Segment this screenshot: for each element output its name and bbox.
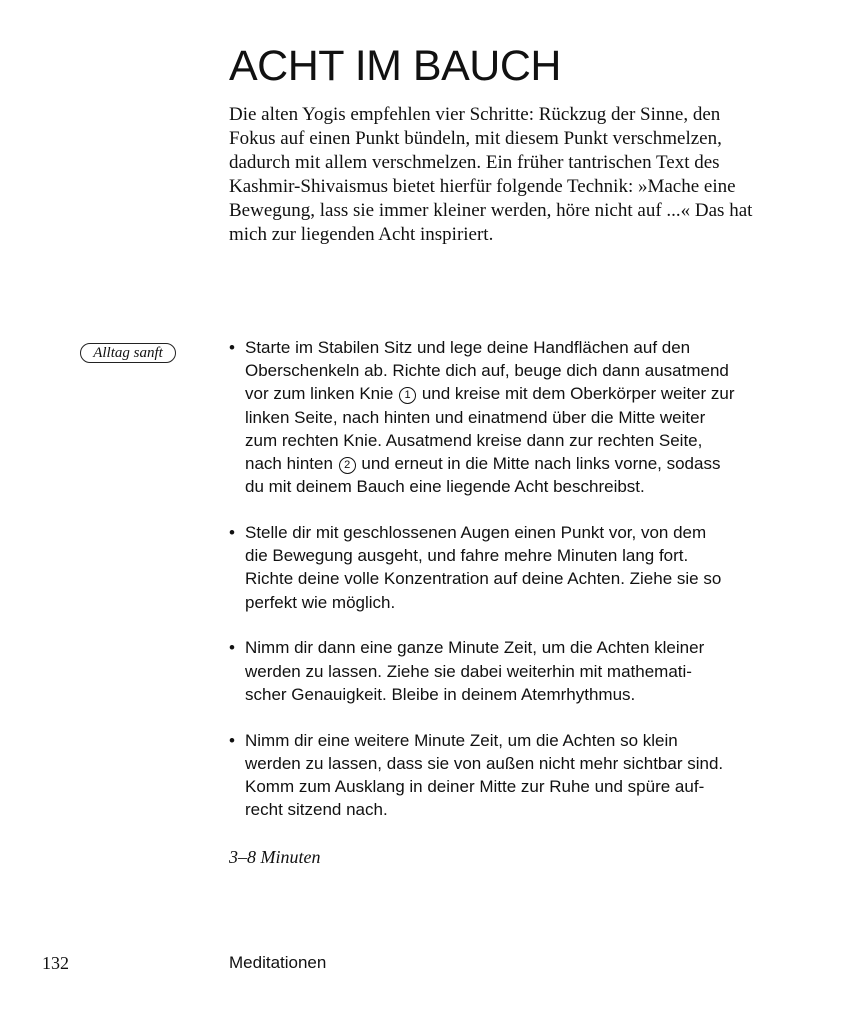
- step-line: du mit deinem Bauch eine liegende Acht beschreibst.: [245, 477, 645, 497]
- step-line: linken Seite, nach hinten und einatmend über die Mitte weiter: [245, 407, 706, 427]
- difficulty-tag: Alltag sanft: [80, 343, 176, 363]
- instruction-step: [229, 336, 789, 498]
- duration-label: 3–8 Minuten: [229, 847, 321, 867]
- step-line: zum rechten Knie. Ausatmend kreise dann zur rechten Seite,: [245, 430, 703, 450]
- intro-paragraph: [229, 103, 759, 247]
- step-line: [245, 452, 789, 475]
- page-title: ACHT IM BAUCH: [229, 42, 561, 90]
- step-marker-2: 2: [339, 457, 356, 474]
- instruction-list: [229, 336, 789, 844]
- step-line: Nimm dir dann eine ganze Minute Zeit, um die Achten kleiner: [245, 638, 705, 658]
- intro-line: Die alten Yogis empfehlen vier Schritte: Rückzug der Sinne, den: [229, 104, 721, 125]
- step-line: perfekt wie möglich.: [245, 592, 396, 612]
- step-line: recht sitzend nach.: [245, 800, 388, 820]
- step-line: Stelle dir mit geschlossenen Augen einen Punkt vor, von dem: [245, 523, 707, 543]
- instruction-step: [229, 521, 789, 614]
- bullet-point: •: [229, 638, 235, 658]
- footer-section-title: Meditationen: [229, 953, 327, 972]
- step-line: werden zu lassen. Ziehe sie dabei weiterhin mit mathemati-: [245, 661, 692, 681]
- step-line: scher Genauigkeit. Bleibe in deinem Atemrhythmus.: [245, 684, 636, 704]
- step-text: und kreise mit dem Oberkörper weiter zur: [421, 384, 735, 404]
- step-line: Richte deine volle Konzentration auf deine Achten. Ziehe sie so: [245, 569, 722, 589]
- step-marker-1: 1: [399, 387, 416, 404]
- step-line: Starte im Stabilen Sitz und lege deine Handflächen auf den: [245, 338, 691, 357]
- intro-line: Bewegung, lass sie immer kleiner werden, höre nicht auf ...« Das hat: [229, 200, 753, 221]
- bullet-point: •: [229, 338, 235, 357]
- instruction-step: [229, 636, 789, 706]
- step-text: und erneut in die Mitte nach links vorne, sodass: [361, 454, 721, 474]
- page-number: 132: [42, 953, 69, 973]
- step-line: [245, 382, 789, 405]
- step-text: vor zum linken Knie: [245, 384, 394, 404]
- step-line: die Bewegung ausgeht, und fahre mehre Minuten lang fort.: [245, 546, 689, 566]
- step-line: werden zu lassen, dass sie von außen nicht mehr sichtbar sind.: [245, 753, 724, 773]
- step-line: Oberschenkeln ab. Richte dich auf, beuge dich dann ausatmend: [245, 361, 729, 381]
- intro-line: Fokus auf einen Punkt bündeln, mit diesem Punkt verschmelzen,: [229, 128, 722, 149]
- intro-line: mich zur liegenden Acht inspiriert.: [229, 224, 494, 245]
- bullet-point: •: [229, 730, 235, 750]
- step-line: Nimm dir eine weitere Minute Zeit, um die Achten so klein: [245, 730, 678, 750]
- bullet-point: •: [229, 523, 235, 543]
- intro-line: dadurch mit allem verschmelzen. Ein früher tantrischen Text des: [229, 152, 720, 173]
- intro-line: Kashmir-Shivaismus bietet hierfür folgende Technik: »Mache eine: [229, 176, 736, 197]
- step-text: nach hinten: [245, 454, 333, 474]
- instruction-step: [229, 729, 789, 822]
- step-line: Komm zum Ausklang in deiner Mitte zur Ruhe und spüre auf-: [245, 777, 705, 797]
